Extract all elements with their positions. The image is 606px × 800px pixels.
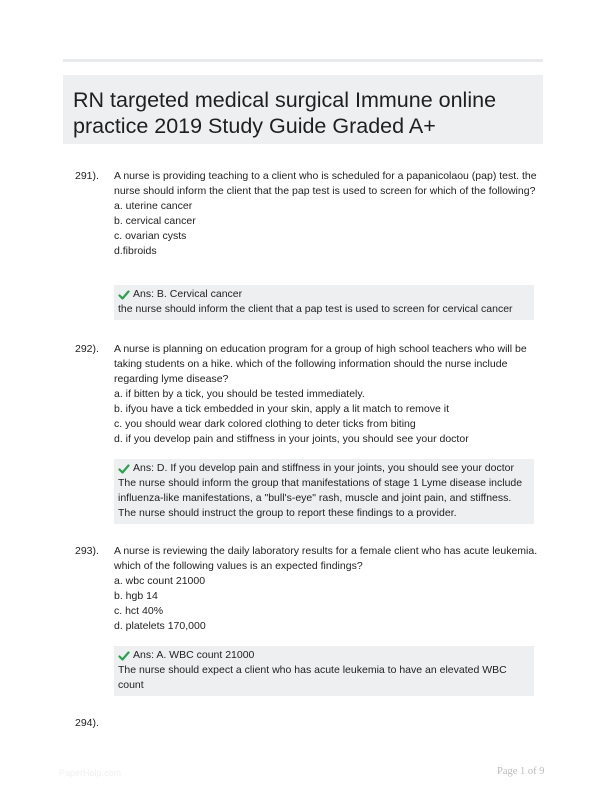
question-body <box>114 544 541 634</box>
option-b: b. ifyou have a tick embedded in your skin, apply a lit match to remove it <box>114 403 450 415</box>
top-divider <box>63 59 543 62</box>
answer-box <box>114 285 534 320</box>
question-text: A nurse is providing teaching to a client who is scheduled for a papanicolaou (pap) test. the nurse should inform the client that the pap test is used to screen for which of the following? <box>114 170 537 197</box>
option-a: a. if bitten by a tick, you should be tested immediately. <box>114 388 365 400</box>
answer-explanation: the nurse should inform the client that a pap test is used to screen for cervical cancer <box>118 303 513 315</box>
answer-label: Ans: B. Cervical cancer <box>133 288 243 300</box>
check-icon <box>118 650 130 662</box>
page-number: Page 1 of 9 <box>497 766 545 777</box>
check-icon <box>118 463 130 475</box>
option-a: a. uterine cancer <box>114 200 193 212</box>
option-b: b. hgb 14 <box>114 590 158 602</box>
question-body <box>114 169 541 259</box>
answer-label: Ans: A. WBC count 21000 <box>133 649 255 661</box>
answer-box <box>114 459 534 524</box>
option-d: d. platelets 170,000 <box>114 620 206 632</box>
question-number: 293). <box>75 545 99 557</box>
option-d: d.fibroids <box>114 245 157 257</box>
question-text: A nurse is planning on education program for a group of high school teachers who will be taking students on a hike. which of the following information should the nurse include regarding lyme disease? <box>114 343 527 385</box>
answer-box <box>114 646 534 696</box>
question-number: 294). <box>75 717 99 729</box>
title-banner <box>63 75 543 144</box>
option-a: a. wbc count 21000 <box>114 575 206 587</box>
option-c: c. you should wear dark colored clothing to deter ticks from biting <box>114 418 416 430</box>
question-text: A nurse is reviewing the daily laboratory results for a female client who has acute leukemia. which of the following values is an expected findings? <box>114 545 538 572</box>
check-icon <box>118 289 130 301</box>
option-d: d. if you develop pain and stiffness in your joints, you should see your doctor <box>114 433 469 445</box>
answer-explanation: The nurse should inform the group that manifestations of stage 1 Lyme disease include influenza-like manifestations, a "bull's-eye" rash, muscle and joint pain, and stiffness. The nurse should instruct the group to report these findings to a provider. <box>118 477 523 519</box>
question-body <box>114 342 541 447</box>
footer-watermark: PaperHelp.com <box>59 768 122 778</box>
option-b: b. cervical cancer <box>114 215 196 227</box>
answer-explanation: The nurse should expect a client who has acute leukemia to have an elevated WBC count <box>118 664 507 691</box>
answer-label: Ans: D. If you develop pain and stiffness in your joints, you should see your doctor <box>133 462 514 474</box>
page-title: RN targeted medical surgical Immune online practice 2019 Study Guide Graded A+ <box>73 88 497 138</box>
option-c: c. hct 40% <box>114 605 164 617</box>
option-c: c. ovarian cysts <box>114 230 187 242</box>
question-number: 292). <box>75 343 99 355</box>
question-number: 291). <box>75 170 99 182</box>
